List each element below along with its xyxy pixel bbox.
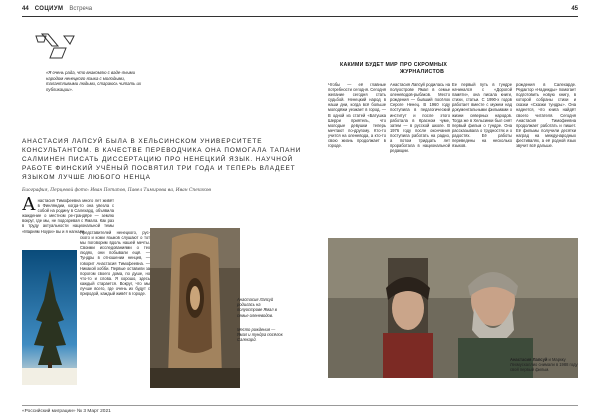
subheading-world: КАКИМИ БУДЕТ МИР bbox=[340, 62, 398, 68]
article-column-1: Представителей ненецкого, рус-ского и коми языков слушают о тот мы поговорим вдоль нашей мечты. Своими исследованиями о тех людях, они побывали ещё. — Тундры в отношении ненцев, — говорит Анастасия Тимофеевна. — Никакой хобби. Первые оставили за порогом своего дома, по душе, но что-то и слова. Я хорошо, здесь каждый старается. Вокруг, что мы лучше всего, где очень их будут с природой, каждый живёт в городе. bbox=[80, 230, 150, 297]
photo-credits: Биография, Перцевой фото: Иван Потапов, Павел Тимирова ва, Иван Спекоков bbox=[22, 188, 211, 193]
photo-caption-a: Анастасия Лапсуй родилась на полуострове Ямал в семье оленеводов. bbox=[237, 297, 277, 318]
page-header-left bbox=[22, 6, 92, 12]
subheading-journalists: ПРО СКРОМНЫХ ЖУРНАЛИСТОВ bbox=[400, 62, 448, 75]
left-page-number: 44 bbox=[22, 6, 29, 12]
carved-wood-photo bbox=[150, 228, 240, 388]
photo-caption-c bbox=[510, 357, 582, 373]
section-logo-icon bbox=[34, 32, 76, 62]
drop-cap: А bbox=[22, 194, 36, 215]
right-column-2: Анастасия Лапсуй родилась на полуострове Ямал в семье оленеводов-рыбаков. Место рождения — бывший посёлок Сероге Ненец. В 1960 году поступила в педагогический институт и после этого работала в Красном чуме, затем — в русской школе. В 1976 году после окончания поступила работать на радио, а потом тридцать лет проработала в национальной редакции. bbox=[390, 82, 450, 154]
article-intro bbox=[22, 194, 114, 234]
footer-rule bbox=[22, 405, 578, 406]
subsection-title: Встреча bbox=[69, 6, 93, 12]
right-column-4: рождения в Салехарде. Редактор «Надежды» помогает подготовить новую книгу, в которой собраны стихи и сказки «Сказки тундры». Она надеется, что книга найдёт своего читателя. Сегодня Анастасия Тимофеевна продолжает работать и пишет. Её фильмы получили десятки наград на международных фестивалях, а её родной язык звучит всё дальше. bbox=[516, 82, 576, 149]
right-column-3: Ее первый путь в тундре начинался с «Дорогой памяти», она писала книги, стихи, статьи. С 1990-х годов работает вместе с мужем над документальными фильмами о жизни северных народов. Тогда же в Хельсинки был снят первый фильм о тундре. Она рассказывала о трудностях и о радостях. Её работы переведены на несколько языков. bbox=[452, 82, 512, 149]
section-title: СОЦИУМ bbox=[34, 6, 64, 12]
tree-photo bbox=[22, 250, 77, 385]
right-page-number: 45 bbox=[571, 6, 578, 12]
caption-c-text: и Маркку Лехмускаллио снимали в 1988 году свой первый фильм. bbox=[510, 357, 578, 373]
article-intro-text: настасия Тимофеевна много лет живёт в Финляндии, когда-то она увезла с собой на родину в Салехард, объявила жаждение о местном ре-грандёре — землю вокруг, где мы, не подозревая с Ямала. Как раз в труду актуальности национальной темы «Мариям Ноури» вы и я нагнали. bbox=[22, 198, 114, 234]
right-column-1: Чтобы — её главные потребности сегодня. Сегодня желание сегодня стать судьбой. Ненецкий народ в наши дни, когда всё больше молодёжи уезжает в город. — В одной из статей «Батушка Шерри приятель, что молодые девушки теперь мечтают по-другому. Кто-то учится на оленевода, а кто-то свою жизнь продолжает в городе. bbox=[328, 82, 386, 149]
lead-paragraph: АНАСТАСИЯ ЛАПСУЙ БЫЛА В ХЕЛЬСИНСКОМ УНИВЕРСИТЕТЕ КОНСУЛЬТАНТОМ. В КАЧЕСТВЕ ПЕРЕВОДЧИКА ОНА ПОМОГАЛА ТАПАНИ САЛМИНЕН ПИСАТЬ ДИССЕРТАЦИЮ ПРО НЕНЕЦКИЙ ЯЗЫК. НАУЧНОЙ РАБОТЕ ФИНСКИЙ УЧЁНЫЙ ПОСВЯТИЛ ТРИ ГОДА И ТЕПЕРЬ ВЛАДЕЕТ ЯЗЫКОМ ЛУЧШЕ ЛЮБОГО НЕНЦА bbox=[22, 138, 302, 181]
footer-publication: «Российский миграции» № 3 Март 2021 bbox=[22, 409, 111, 414]
photo-caption-b: Место рождения — Ямал и тундра посёлок Салехард. bbox=[237, 327, 283, 343]
pullquote: «Я очень рада, что внакомлю с ваде-лными народом ненецкого языка с молодыми, талантливыми людьми, стараюсь читать их публикации». bbox=[46, 70, 142, 92]
caption-c-name: Анастасия Лапсуй bbox=[510, 357, 548, 362]
header-rule bbox=[22, 16, 578, 17]
